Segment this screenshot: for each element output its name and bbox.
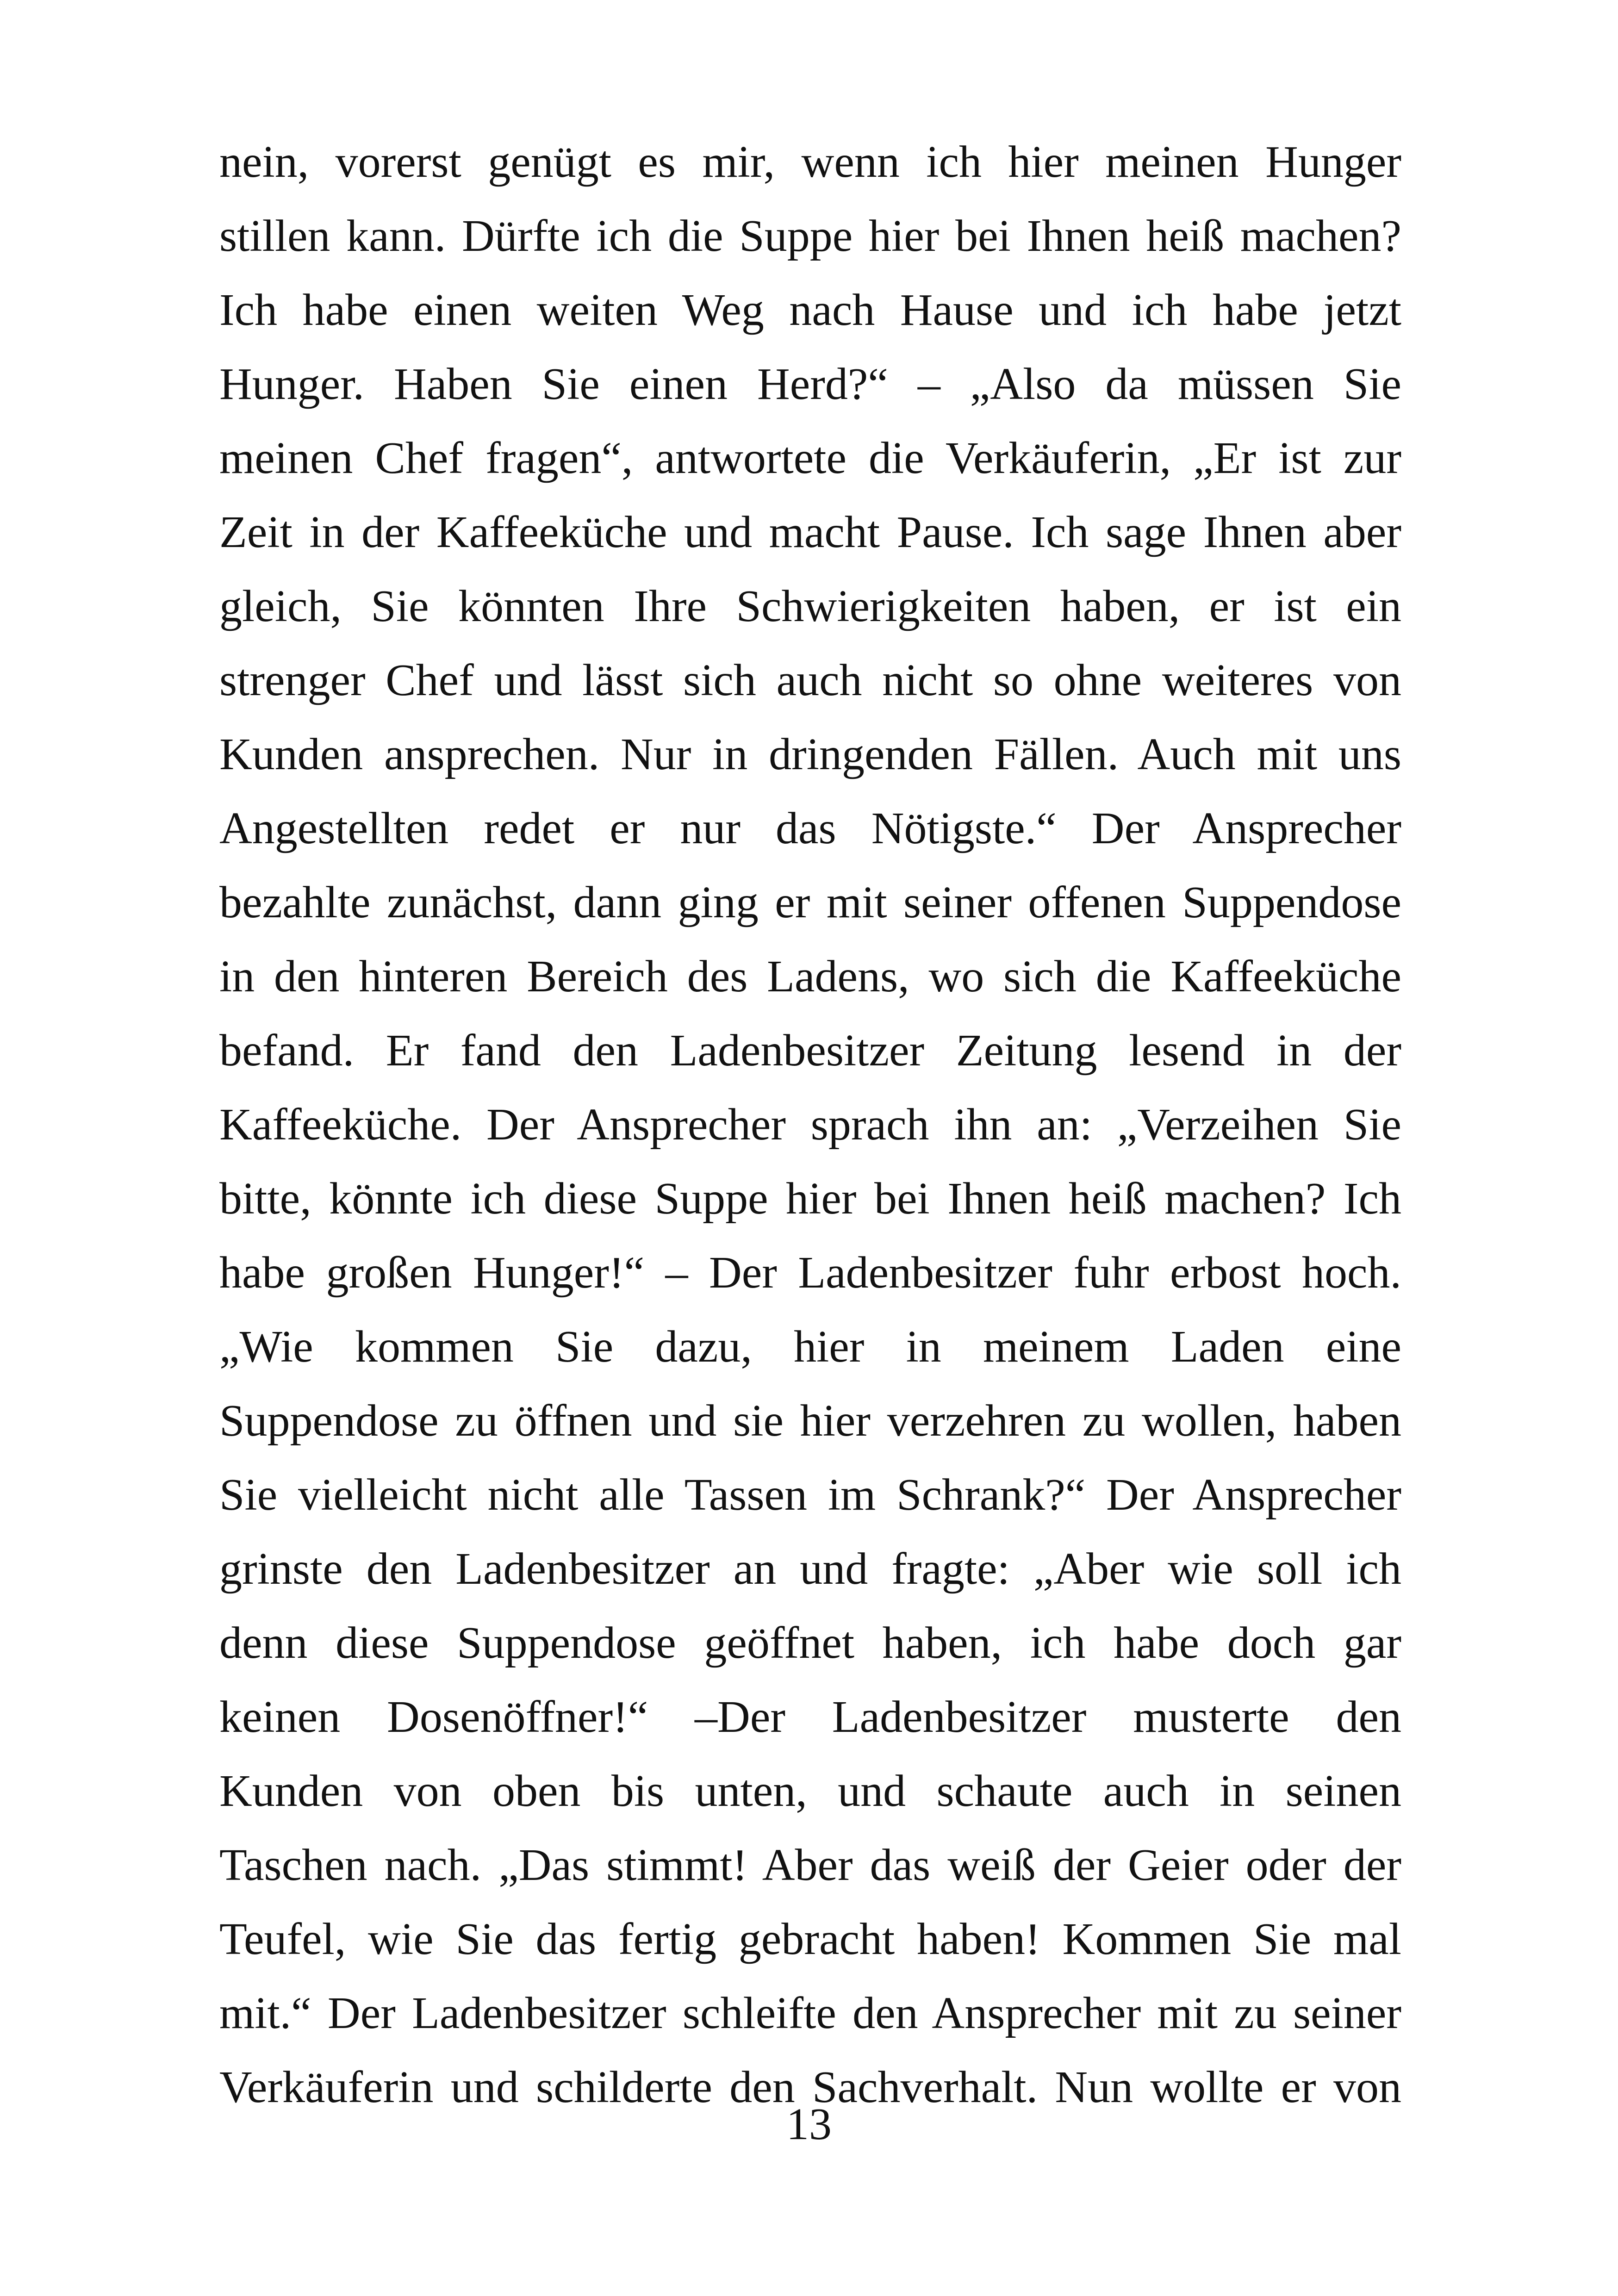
text-line: meinen Chef fragen“, antwortete die Verkäuferin, „Er ist zur	[219, 433, 1401, 483]
text-line: gleich, Sie könnten Ihre Schwierigkeiten haben, er ist ein	[219, 581, 1401, 631]
text-line: Kaffeeküche. Der Ansprecher sprach ihn an: „Verzeihen Sie	[219, 1100, 1401, 1150]
text-line: befand. Er fand den Ladenbesitzer Zeitung lesend in der	[219, 1026, 1401, 1076]
text-line: Teufel, wie Sie das fertig gebracht haben! Kommen Sie mal	[219, 1914, 1401, 1964]
text-line: strenger Chef und lässt sich auch nicht so ohne weiteres von	[219, 655, 1401, 705]
text-line: Taschen nach. „Das stimmt! Aber das weiß der Geier oder der	[219, 1840, 1401, 1890]
text-line: Kunden ansprechen. Nur in dringenden Fällen. Auch mit uns	[219, 729, 1401, 779]
text-line: Angestellten redet er nur das Nötigste.“ Der Ansprecher	[219, 803, 1401, 853]
text-line: Zeit in der Kaffeeküche und macht Pause. Ich sage Ihnen aber	[219, 507, 1401, 557]
text-line: Verkäuferin und schilderte den Sachverhalt. Nun wollte er von	[219, 2062, 1401, 2112]
text-line: Sie vielleicht nicht alle Tassen im Schrank?“ Der Ansprecher	[219, 1470, 1401, 1520]
text-line: mit.“ Der Ladenbesitzer schleifte den Ansprecher mit zu seiner	[219, 1988, 1401, 2038]
body-text	[219, 125, 1401, 2124]
text-line: Ich habe einen weiten Weg nach Hause und ich habe jetzt	[219, 285, 1401, 335]
text-line: grinste den Ladenbesitzer an und fragte: „Aber wie soll ich	[219, 1544, 1401, 1594]
text-line: „Wie kommen Sie dazu, hier in meinem Laden eine	[219, 1322, 1401, 1372]
text-line: in den hinteren Bereich des Ladens, wo sich die Kaffeeküche	[219, 952, 1401, 1002]
text-line: Hunger. Haben Sie einen Herd?“ – „Also da müssen Sie	[219, 359, 1401, 409]
text-line: Kunden von oben bis unten, und schaute auch in seinen	[219, 1766, 1401, 1816]
page-number: 13	[786, 2099, 832, 2149]
text-line: keinen Dosenöffner!“ –Der Ladenbesitzer musterte den	[219, 1692, 1401, 1742]
text-line: nein, vorerst genügt es mir, wenn ich hier meinen Hunger	[219, 137, 1401, 187]
text-line: stillen kann. Dürfte ich die Suppe hier bei Ihnen heiß machen?	[219, 211, 1401, 261]
text-line: habe großen Hunger!“ – Der Ladenbesitzer fuhr erbost hoch.	[219, 1248, 1401, 1298]
text-line: bezahlte zunächst, dann ging er mit seiner offenen Suppendose	[219, 877, 1401, 927]
text-line: denn diese Suppendose geöffnet haben, ich habe doch gar	[219, 1618, 1401, 1668]
text-line: bitte, könnte ich diese Suppe hier bei Ihnen heiß machen? Ich	[219, 1174, 1401, 1224]
text-line: Suppendose zu öffnen und sie hier verzehren zu wollen, haben	[219, 1396, 1401, 1446]
